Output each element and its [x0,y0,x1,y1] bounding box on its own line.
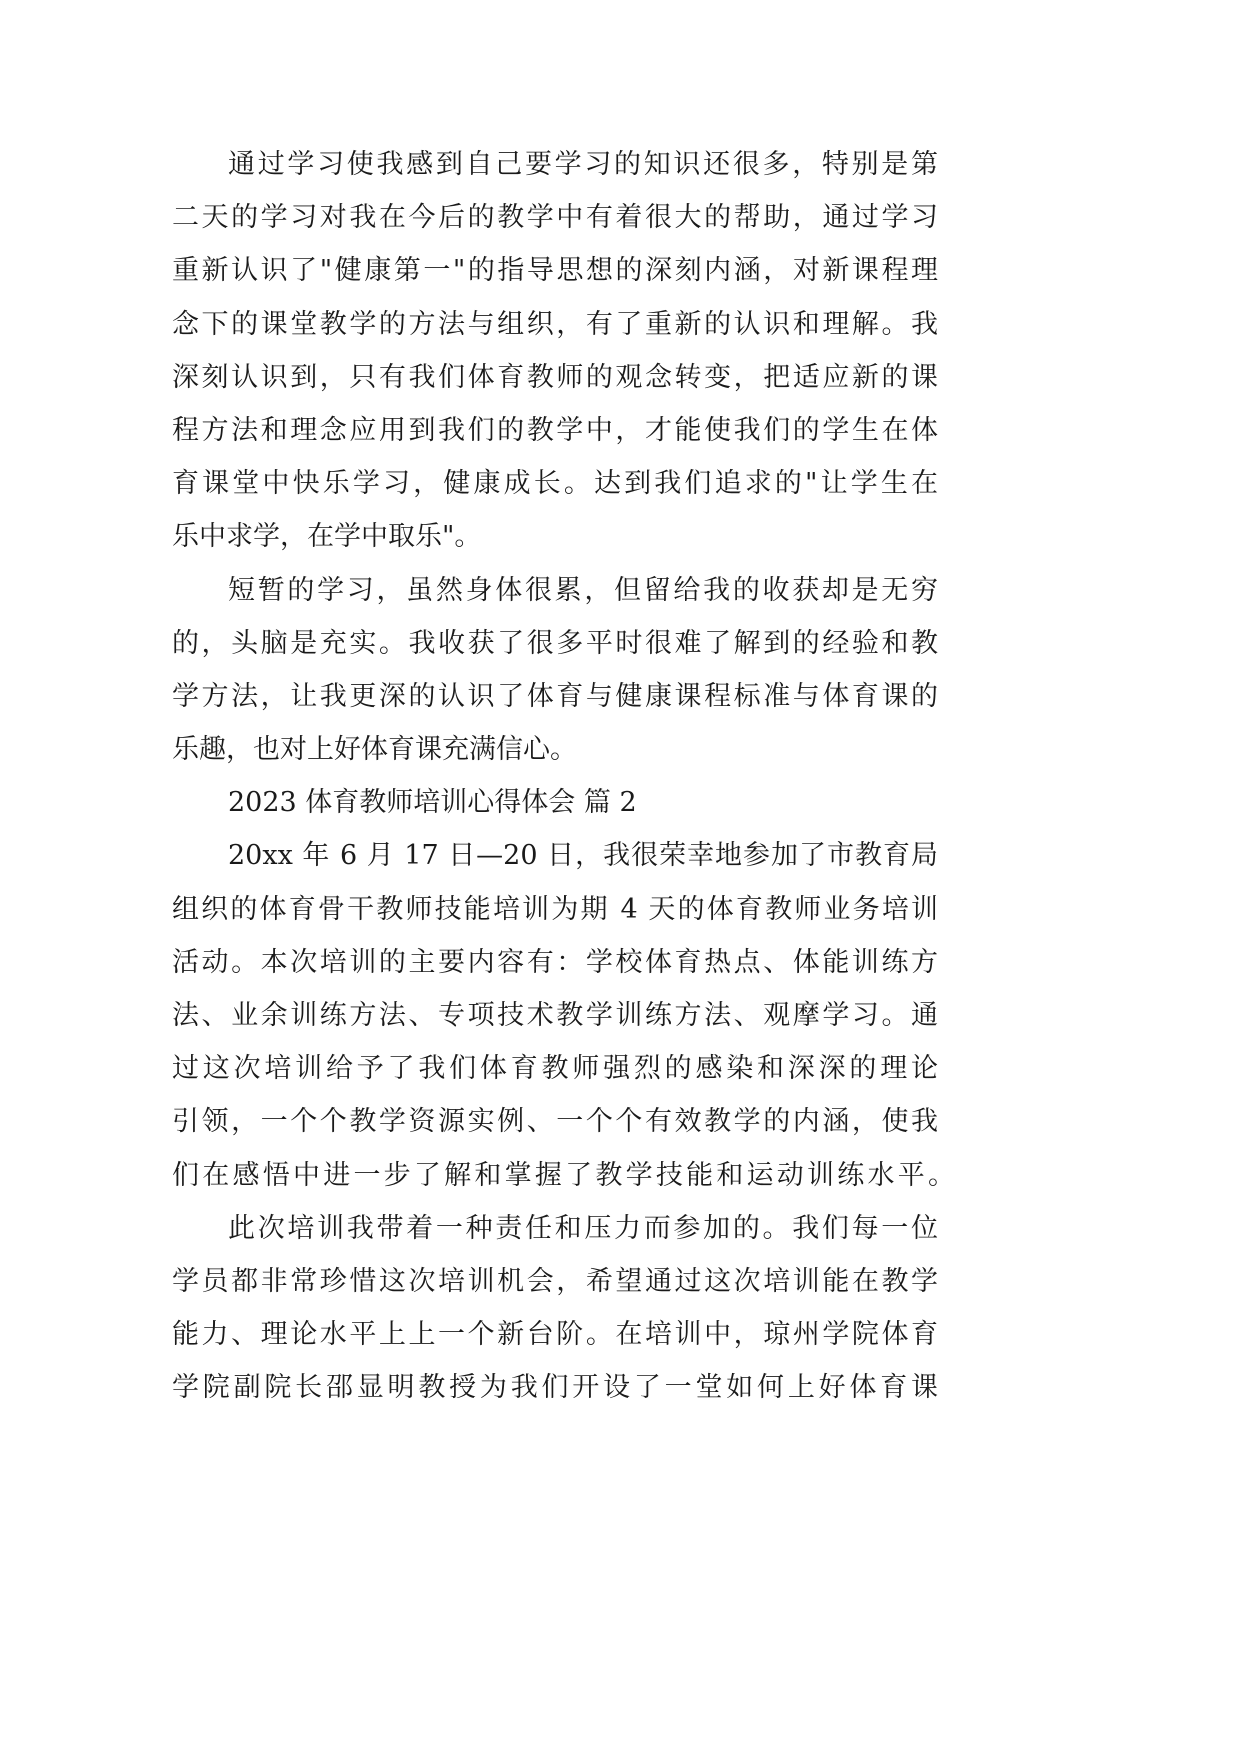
text-line: 短暂的学习，虽然身体很累，但留给我的收获却是无穷 [228,574,938,606]
text-line: 程方法和理念应用到我们的教学中，才能使我们的学生在体 [172,414,938,446]
document-body [172,138,955,1415]
section-heading [172,776,938,829]
paragraph [172,1202,938,1415]
text-line: 育课堂中快乐学习，健康成长。达到我们追求的"让学生在 [172,468,938,500]
heading-text: 2023 体育教师培训心得体会 篇 2 [228,787,637,819]
text-line: 们在感悟中进一步了解和掌握了教学技能和运动训练水平。 [172,1159,955,1191]
text-line: 组织的体育骨干教师技能培训为期 4 天的体育教师业务培训 [172,893,938,925]
paragraph [172,829,955,1201]
paragraph [172,138,938,564]
text-line: 学方法，让我更深的认识了体育与健康课程标准与体育课的 [172,680,938,712]
text-line: 此次培训我带着一种责任和压力而参加的。我们每一位 [228,1212,938,1244]
text-line: 法、业余训练方法、专项技术教学训练方法、观摩学习。通 [172,1000,938,1031]
text-line: 乐趣，也对上好体育课充满信心。 [172,734,577,766]
text-line: 引领，一个个教学资源实例、一个个有效教学的内涵，使我 [172,1106,938,1138]
text-line: 能力、理论水平上上一个新台阶。在培训中，琼州学院体育 [172,1319,938,1351]
paragraph [172,564,938,777]
text-line: 学院副院长邵显明教授为我们开设了一堂如何上好体育课 [172,1372,938,1404]
text-line: 过这次培训给予了我们体育教师强烈的感染和深深的理论 [172,1053,938,1085]
text-line: 乐中求学，在学中取乐"。 [172,521,482,553]
text-line: 二天的学习对我在今后的教学中有着很大的帮助，通过学习 [172,202,938,234]
text-line: 学员都非常珍惜这次培训机会，希望通过这次培训能在教学 [172,1265,938,1297]
text-line: 20xx 年 6 月 17 日—20 日，我很荣幸地参加了市教育局 [228,840,938,872]
text-line: 的，头脑是充实。我收获了很多平时很难了解到的经验和教 [172,627,938,659]
text-line: 活动。本次培训的主要内容有：学校体育热点、体能训练方 [172,946,938,978]
text-line: 念下的课堂教学的方法与组织，有了重新的认识和理解。我 [172,308,938,340]
text-line: 重新认识了"健康第一"的指导思想的深刻内涵，对新课程理 [172,255,938,287]
text-line: 深刻认识到，只有我们体育教师的观念转变，把适应新的课 [172,361,938,393]
text-line: 通过学习使我感到自己要学习的知识还很多，特别是第 [228,149,938,180]
